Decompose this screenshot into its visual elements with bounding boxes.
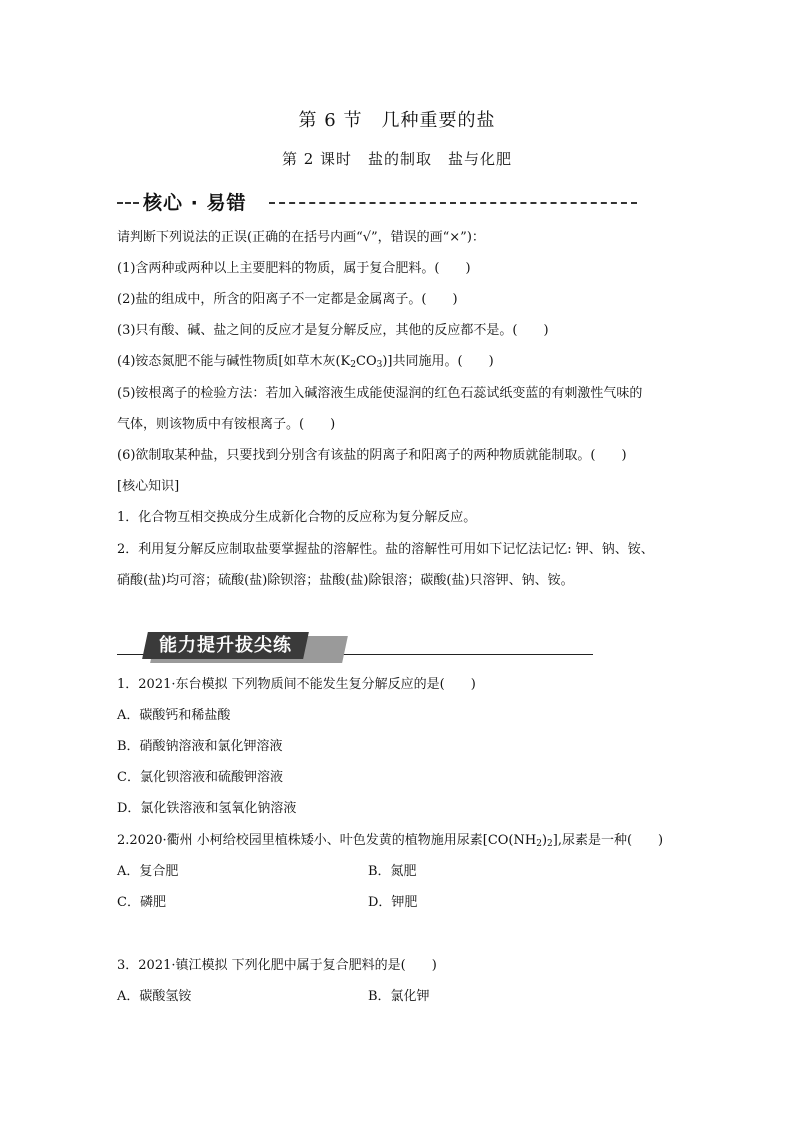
question-2-stem: [117, 832, 663, 853]
heading-lead-dashes: [117, 202, 139, 204]
item-4-text-b: CO: [356, 354, 377, 369]
question-1-option-d: D．氯化铁溶液和氢氧化钠溶液: [117, 801, 297, 816]
judgement-item-3: (3)只有酸、碱、盐之间的反应才是复分解反应，其他的反应都不是。( ): [117, 323, 549, 338]
judgement-item-2: (2)盐的组成中，所含的阳离子不一定都是金属离子。( ): [117, 292, 458, 307]
question-2-text-b: ): [541, 833, 548, 848]
item-4-text-a: (4)铵态氮肥不能与碱性物质[如草木灰(K: [117, 354, 351, 369]
question-2-text-a: 2.2020·衢州 小柯给校园里植株矮小、叶色发黄的植物施用尿素[CO(NH: [117, 833, 537, 848]
core-knowledge-2-line-2: 硝酸(盐)均可溶；硫酸(盐)除钡溶；盐酸(盐)除银溶；碳酸(盐)只溶钾、钠、铵。: [117, 573, 574, 588]
lesson-title: 第 6 节 几种重要的盐: [298, 110, 496, 131]
judgement-item-4: [117, 353, 494, 374]
question-1-option-c: C．氯化钡溶液和硫酸钾溶液: [117, 770, 283, 785]
judgement-item-1: (1)含两种或两种以上主要肥料的物质，属于复合肥料。( ): [117, 261, 471, 276]
question-3-option-a: A．碳酸氢铵: [117, 989, 192, 1004]
section-ability-heading: [117, 630, 593, 660]
core-knowledge-1: 1．化合物互相交换成分生成新化合物的反应称为复分解反应。: [117, 510, 477, 525]
question-2-option-c: C．磷肥: [117, 895, 166, 910]
core-knowledge-2-line-1: 2．利用复分解反应制取盐要掌握盐的溶解性。盐的溶解性可用如下记忆法记忆: 钾、钠、铵、: [117, 542, 654, 557]
judgement-item-5-line-2: 气体，则该物质中有铵根离子。( ): [117, 417, 336, 432]
question-1-option-b: B．硝酸钠溶液和氯化钾溶液: [117, 739, 283, 754]
lesson-subtitle: 第 2 课时 盐的制取 盐与化肥: [281, 150, 513, 168]
section-core-errors-label: 核心 · 易错: [143, 192, 247, 214]
item-4-sub-2: 3: [376, 360, 383, 370]
judgement-item-6: (6)欲制取某种盐，只要找到分别含有该盐的阴离子和阳离子的两种物质就能制取。( ): [117, 448, 627, 463]
question-2-option-d: D．钾肥: [368, 895, 418, 910]
section-ability-label: 能力提升拔尖练: [159, 635, 292, 656]
question-2-option-b: B．氮肥: [368, 864, 417, 879]
question-2-text-c: ],尿素是一种( ): [552, 833, 664, 848]
item-4-text-c: )]共同施用。( ): [382, 354, 494, 369]
question-3-stem: 3．2021·镇江模拟 下列化肥中属于复合肥料的是( ): [117, 958, 437, 973]
judgement-item-5-line-1: (5)铵根离子的检验方法：若加入碱溶液生成能使湿润的红色石蕊试纸变蓝的有刺激性气味的: [117, 386, 643, 401]
question-3-option-b: B．氯化钾: [368, 989, 430, 1004]
judgement-prompt: 请判断下列说法的正误(正确的在括号内画“√”，错误的画“×”)：: [117, 230, 485, 245]
question-2-sub-1: 2: [536, 839, 542, 849]
core-knowledge-title: [核心知识]: [117, 479, 180, 494]
section-core-errors-heading: [117, 188, 637, 218]
question-1-stem: 1．2021·东台模拟 下列物质间不能发生复分解反应的是( ): [117, 677, 476, 692]
question-1-option-a: A．碳酸钙和稀盐酸: [117, 708, 231, 723]
heading-dashed-rule: [269, 202, 637, 204]
question-2-option-a: A．复合肥: [117, 864, 179, 879]
item-4-sub-1: 2: [350, 360, 357, 370]
question-2-sub-2: 2: [547, 839, 553, 849]
section-ability-banner: [142, 632, 309, 659]
